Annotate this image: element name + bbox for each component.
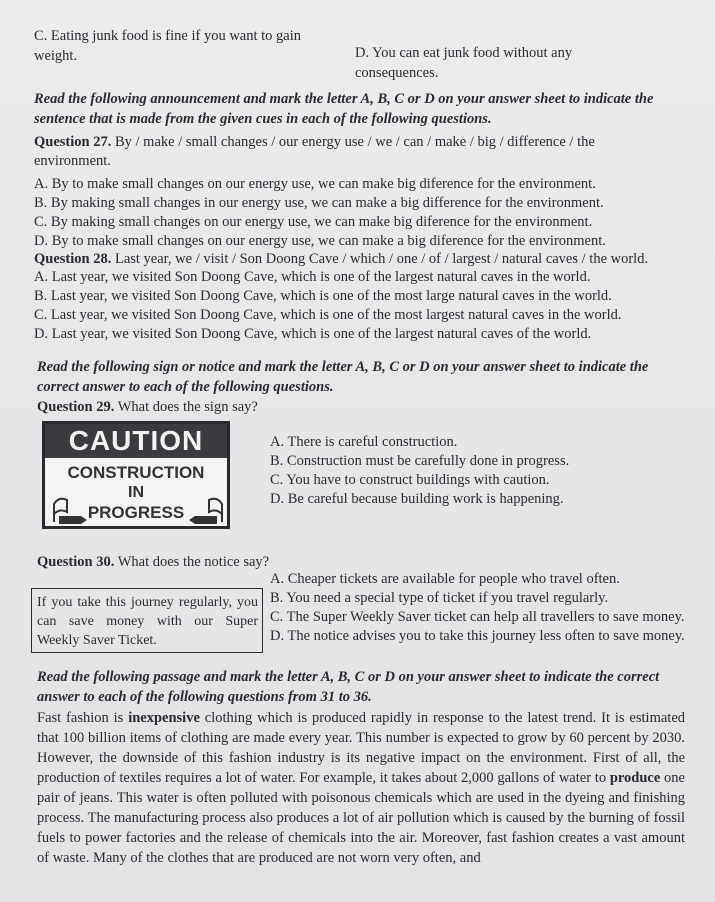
q27-stem [34,133,595,151]
q28-option-c: C. Last year, we visited Son Doong Cave, which is one of the most largest natural caves in the world. [34,307,622,323]
section1-instruction-line1: Read the following announcement and mark the letter A, B, C or D on your answer sheet to indicate the [34,91,654,107]
q28-option-b: B. Last year, we visited Son Doong Cave, which is one of the most large natural caves in the world. [34,288,612,304]
q29-option-c: C. You have to construct buildings with caution. [270,472,550,488]
q30-option-a: A. Cheaper tickets are available for people who travel often. [270,571,620,587]
passage-word-produce: produce [609,770,661,786]
q27-option-b: B. By making small changes in our energy use, we can make a big difference for the environment. [34,195,604,211]
q30-stem [37,553,269,571]
q27-option-a: A. By to make small changes on our energy use, we can make big diference for the environment. [34,176,596,192]
section2-instruction-line2: correct answer to each of the following questions. [37,379,334,395]
reading-passage [37,708,685,868]
q28-label: Question 28. [34,251,112,267]
passage-word-inexpensive: inexpensive [128,710,200,726]
passage-text-3: one pair of jeans. This water is often polluted with poisonous chemicals which are used in the dyeing and finishing process. The manufacturing process also produces a lot of air pollution which is caused by the burning of fossil fuels to power factories and the release of chemicals into the air. Moreover, fast fashion creates a vast amount of waste. Many of the clothes that are produced are not worn very often, and [37,770,685,866]
passage-text-1: Fast fashion is [37,710,129,726]
q27-cue-line2: environment. [34,153,111,169]
q28-stem [34,250,648,268]
passage-text-2: clothing which is produced rapidly in response to the latest trend. It is estimated that 100 billion items of clothing are made every year. This number is expected to grow by 60 percent by 2030. However, the downside of this fashion industry is its negative impact on the environment. First of all, the production of textiles requires a lot of water. For example, it takes about 2,000 gallons of water to [37,710,685,786]
q26-option-c-line2: weight. [34,48,78,64]
q29-option-d: D. Be careful because building work is happening. [270,491,564,507]
section1-instruction-line2: sentence that is made from the given cues in each of the following questions. [34,111,492,127]
q30-question: What does the notice say? [117,554,270,570]
sign-line-in: IN [128,484,144,501]
q29-option-b: B. Construction must be carefully done in progress. [270,453,570,469]
q27-cue-line1: By / make / small changes / our energy use / we / can / make / big / difference / the [114,134,595,150]
q29-stem [37,398,258,416]
q30-option-b: B. You need a special type of ticket if you travel regularly. [270,590,609,606]
q29-question: What does the sign say? [117,399,258,415]
q28-cue: Last year, we / visit / Son Doong Cave / which / one / of / largest / natural caves / the world. [114,251,649,267]
right-flag-icon [185,494,225,524]
q29-label: Question 29. [37,399,115,415]
q27-label: Question 27. [34,134,112,150]
caution-sign [42,421,230,529]
q27-option-d: D. By to make small changes on our energy use, we can make a big diference for the environment. [34,233,606,249]
q30-option-d: D. The notice advises you to take this journey less often to save money. [270,628,685,644]
q29-option-a: A. There is careful construction. [270,434,458,450]
q26-option-d-line2: consequences. [355,65,439,81]
sign-line-construction: CONSTRUCTION [67,463,205,482]
q30-label: Question 30. [37,554,115,570]
q30-option-c: C. The Super Weekly Saver ticket can help all travellers to save money. [270,609,685,625]
sign-caution-header: CAUTION [45,424,227,458]
section3-instruction-line2: answer to each of the following questions from 31 to 36. [37,689,372,705]
q28-option-a: A. Last year, we visited Son Doong Cave, which is one of the largest natural caves in the world. [34,269,591,285]
sign-line-progress: PROGRESS [87,503,185,522]
q26-option-c-line1: C. Eating junk food is fine if you want to gain [34,28,302,44]
q26-option-d-line1: D. You can eat junk food without any [355,45,573,61]
notice-box: If you take this journey regularly, you can save money with our Super Weekly Saver Ticket. [31,588,263,653]
q27-option-c: C. By making small changes on our energy use, we can make big diference for the environment. [34,214,593,230]
section3-instruction-line1: Read the following passage and mark the letter A, B, C or D on your answer sheet to indicate the correct [37,669,660,685]
q28-option-d: D. Last year, we visited Son Doong Cave, which is one of the largest natural caves of the world. [34,326,592,342]
left-flag-icon [51,494,91,524]
section2-instruction-line1: Read the following sign or notice and mark the letter A, B, C or D on your answer sheet to indicate the [37,359,649,375]
